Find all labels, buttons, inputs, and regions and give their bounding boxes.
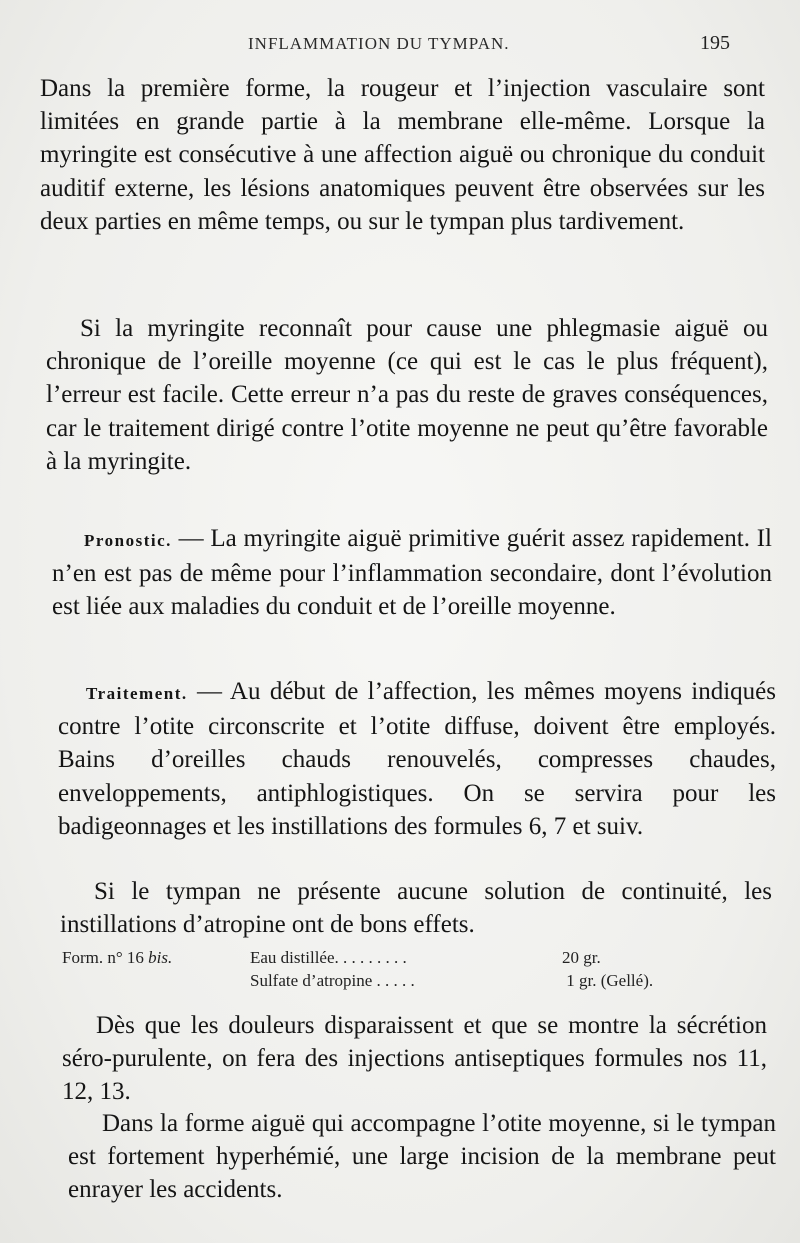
paragraph-pronostic-text: — La myringite aiguë primitive guérit assez rapidement. Il n’en est pas de même pour l’inflammation secondaire, dont l’évolution est liée aux maladies du conduit et de l’oreille moyenne. <box>52 525 772 621</box>
section-heading-pronostic: Pronostic. <box>84 531 172 550</box>
paragraph-1: Dans la première forme, la rougeur et l’injection vasculaire sont limitées en grande partie à la membrane elle-même. Lorsque la myringite est consécutive à une affection aiguë ou chronique du conduit auditif externe, les lésions anatomiques peuvent être observées sur les deux parties en même temps, ou sur le tympan plus tardivement. <box>40 75 765 235</box>
paragraph-7: Dans la forme aiguë qui accompagne l’otite moyenne, si le tympan est fortement hyperhémié, une large incision de la membrane peut enrayer les accidents. <box>68 1110 776 1204</box>
paragraph-pronostic <box>52 522 772 624</box>
section-heading-traitement: Traitement. <box>86 684 188 703</box>
formula-dose-2: 1 gr. (Gellé). <box>562 971 654 990</box>
formula-suffix: bis. <box>148 948 173 967</box>
formula-label <box>62 946 172 969</box>
paragraph-traitement-text: — Au début de l’affection, les mêmes moyens indiqués contre l’otite circonscrite et l’otite diffuse, doivent être employés. Bains d’oreilles chauds renouvelés, compresses chaudes, enveloppements, antiphlogistiques. On se servira pour les badigeonnages et les instillations des formules 6, 7 et suiv. <box>58 678 776 840</box>
page-header <box>0 30 800 60</box>
formula-dose-1: 20 gr. <box>562 948 601 967</box>
prescription-formula <box>62 946 762 994</box>
formula-ingredient-1: Eau distillée. . . . . . . . . <box>250 948 407 967</box>
running-head: INFLAMMATION DU TYMPAN. <box>248 34 510 53</box>
paragraph-5: Si le tympan ne présente aucune solution de continuité, les instillations d’atropine ont de bons effets. <box>60 878 772 939</box>
page-number: 195 <box>700 32 730 54</box>
paragraph-traitement <box>58 675 776 843</box>
formula-ingredient-2: Sulfate d’atropine . . . . . <box>250 971 415 990</box>
formula-number: Form. n° 16 <box>62 948 149 967</box>
paragraph-6: Dès que les douleurs disparaissent et que se montre la sécrétion séro-purulente, on fera des injections antiseptiques formules nos 11, 12, 13. <box>62 1012 767 1106</box>
paragraph-2: Si la myringite reconnaît pour cause une phlegmasie aiguë ou chronique de l’oreille moyenne (ce qui est le cas le plus fréquent), l’erreur est facile. Cette erreur n’a pas du reste de graves conséquences, car le traitement dirigé contre l’otite moyenne ne peut qu’être favorable à la myringite. <box>46 315 768 475</box>
